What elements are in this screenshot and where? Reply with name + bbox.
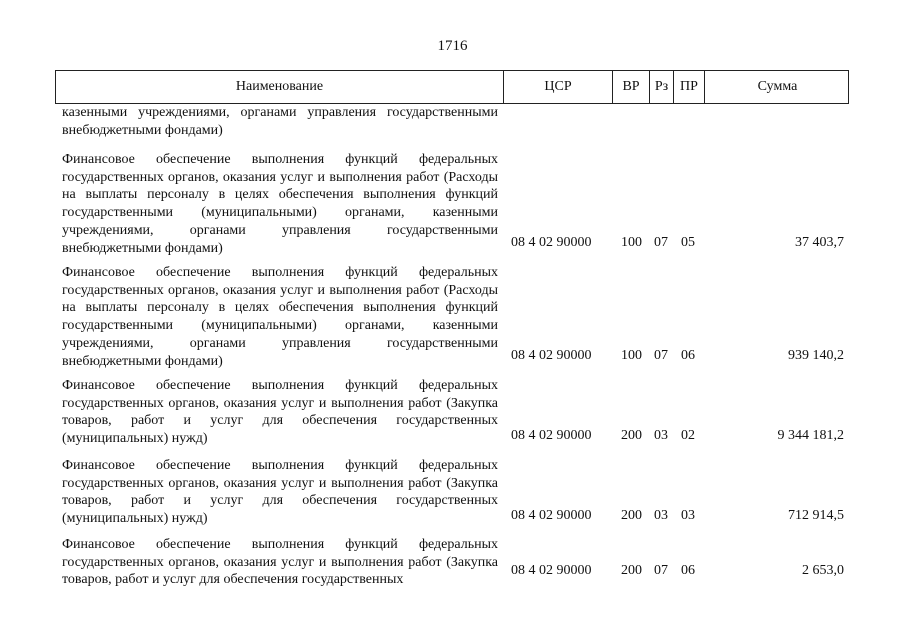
header-vr: ВР — [613, 71, 650, 103]
row-csr: 08 4 02 90000 — [511, 563, 592, 578]
row-sum: 2 653,0 — [802, 563, 844, 578]
row-name: Финансовое обеспечение выполнения функций федеральных государственных органов, оказания услуг и выполнения работ (Расходы на выплаты персоналу в целях обеспечения выполнения функций государственными (муниципальными) органами, казенными учреждениями, органами управления государственными внебюджетными фондами) — [62, 152, 498, 256]
header-csr: ЦСР — [504, 71, 613, 103]
row-name: Финансовое обеспечение выполнения функций федеральных государственных органов, оказания услуг и выполнения работ (Закупка товаров, работ и услуг для обеспечения государственных — [62, 537, 498, 588]
header-pr: ПР — [674, 71, 705, 103]
row-csr: 08 4 02 90000 — [511, 235, 592, 250]
row-pr: 06 — [681, 563, 695, 578]
row-csr: 08 4 02 90000 — [511, 508, 592, 523]
page-number: 1716 — [437, 38, 468, 54]
row-vr: 200 — [621, 508, 642, 523]
header-rz: Рз — [650, 71, 674, 103]
row-pr: 05 — [681, 235, 695, 250]
row-rz: 03 — [654, 508, 668, 523]
row-rz: 03 — [654, 428, 668, 443]
row-rz: 07 — [654, 563, 668, 578]
row-csr: 08 4 02 90000 — [511, 348, 592, 363]
header-name: Наименование — [56, 71, 504, 103]
row-vr: 100 — [621, 235, 642, 250]
row-pr: 06 — [681, 348, 695, 363]
row-vr: 200 — [621, 563, 642, 578]
row-sum: 939 140,2 — [788, 348, 844, 363]
row-pr: 03 — [681, 508, 695, 523]
row-vr: 200 — [621, 428, 642, 443]
row-rz: 07 — [654, 348, 668, 363]
row-csr: 08 4 02 90000 — [511, 428, 592, 443]
row-name: казенными учреждениями, органами управления государственными внебюджетными фондами) — [62, 105, 498, 138]
row-sum: 712 914,5 — [788, 508, 844, 523]
header-sum: Сумма — [757, 79, 798, 94]
row-sum: 9 344 181,2 — [777, 428, 844, 443]
table-header — [55, 70, 849, 103]
row-pr: 02 — [681, 428, 695, 443]
row-rz: 07 — [654, 235, 668, 250]
row-sum: 37 403,7 — [795, 235, 844, 250]
row-name: Финансовое обеспечение выполнения функций федеральных государственных органов, оказания услуг и выполнения работ (Закупка товаров, работ и услуг для обеспечения государственных (муниципальных) нужд) — [62, 378, 498, 447]
row-vr: 100 — [621, 348, 642, 363]
row-name: Финансовое обеспечение выполнения функций федеральных государственных органов, оказания услуг и выполнения работ (Закупка товаров, работ и услуг для обеспечения государственных (муниципальных) нужд) — [62, 458, 498, 527]
row-name: Финансовое обеспечение выполнения функций федеральных государственных органов, оказания услуг и выполнения работ (Расходы на выплаты персоналу в целях обеспечения выполнения функций государственными (муниципальными) органами, казенными учреждениями, органами управления государственными внебюджетными фондами) — [62, 265, 498, 369]
